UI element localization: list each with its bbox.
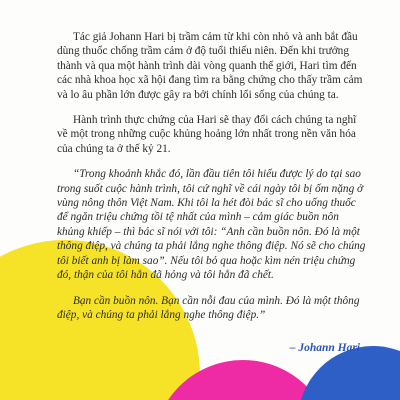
author-signature: – Johann Hari [289,342,360,354]
blurb-text [57,30,367,322]
intro-paragraph: Tác giả Johann Hari bị trầm cảm từ khi còn nhỏ và anh bắt đầu dùng thuốc chống trầm cảm ở độ tuổi thiếu niên. Đến khi trưởng thành và qua một hành trình dài vòng quanh thế giới, Hari tìm đến các nhà khoa học xã hội đang tìm ra bằng chứng cho thấy trầm cảm và lo âu phần lớn được gây ra bởi chính lối sống của chúng ta. [57,31,363,101]
quote-closing: Bạn cần buồn nôn. Bạn cần nỗi đau của mình. Đó là một thông điệp, và chúng ta phải lắng nghe thông điệp.” [57,294,360,321]
second-paragraph: Hành trình thực chứng của Hari sẽ thay đổi cách chúng ta nghĩ về một trong những cuộc khủng hoảng lớn nhất trong nền văn hóa của chúng ta ở thế kỷ 21. [57,114,357,155]
blue-circle-decoration [298,346,400,400]
quote-paragraph: “Trong khoảnh khắc đó, lần đầu tiên tôi hiểu được lý do tại sao trong suốt cuộc hành trình, tôi cứ nghĩ về cái ngày tôi bị ốm nặng ở vùng nông thôn Việt Nam. Khi tôi la hét đòi bác sĩ cho uống thuốc để ngăn triệu chứng tồi tệ nhất của mình – cảm giác buồn nôn khủng khiếp – thì bác sĩ nói với tôi: “Anh cần buồn nôn. Đó là một thông điệp, và chúng ta phải lắng nghe thông điệp. Nó sẽ cho chúng tôi biết anh bị làm sao”. Nếu tôi bỏ qua hoặc kìm nén triệu chứng đó, thận của tôi hẳn đã hỏng và tôi hẳn đã chết. [57,168,366,282]
